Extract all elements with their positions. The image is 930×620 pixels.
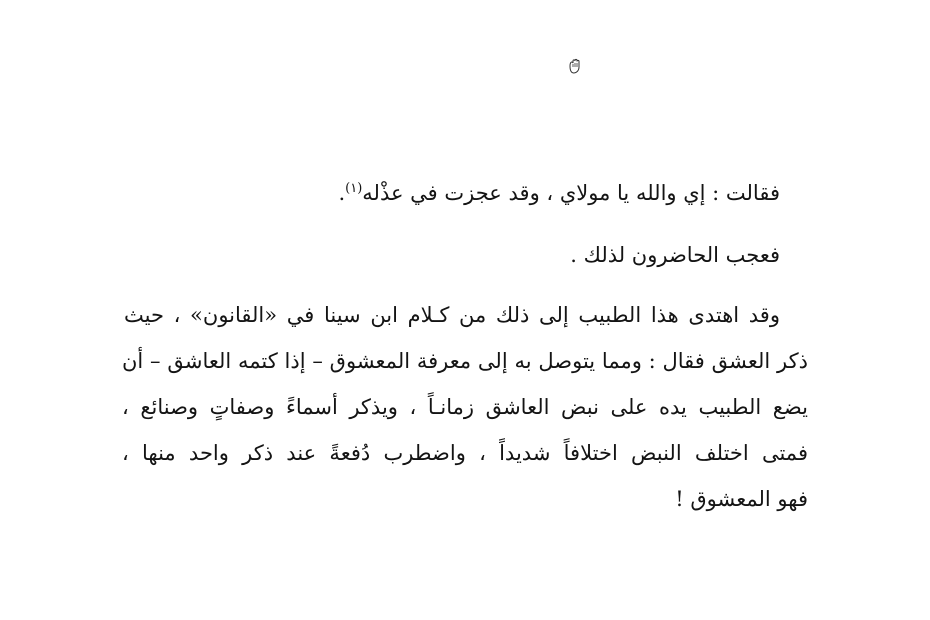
footnote-marker: (١) [345, 181, 363, 196]
paragraph-3-line-3: يضع الطبيب يده على نبض العاشق زمانـاً ، ويذكر أسماءً وصفاتٍ وصنائع ، [122, 395, 808, 419]
paragraph-1 [338, 178, 780, 208]
paragraph-1-text: فقالت : إي والله يا مولاي ، وقد عجزت في عذْله [362, 181, 780, 205]
paragraph-3-line-2: ذكر العشق فقال : ومما يتوصل به إلى معرفة المعشوق – إذا كتمه العاشق – أن [122, 349, 808, 373]
paragraph-3-line-5: فهو المعشوق ! [675, 487, 808, 511]
small-hand-ornament-icon [566, 58, 584, 76]
paragraph-3-line-1: وقد اهتدى هذا الطبيب إلى ذلك من كـلام ابن سينا في «القانون» ، حيث [124, 303, 780, 327]
paragraph-1-end: . [338, 181, 346, 205]
paragraph-2: فعجب الحاضرون لذلك . [570, 243, 780, 267]
paragraph-3-line-4: فمتى اختلف النبض اختلافاً شديداً ، واضطرب دُفعةً عند ذكر واحد منها ، [122, 441, 808, 465]
